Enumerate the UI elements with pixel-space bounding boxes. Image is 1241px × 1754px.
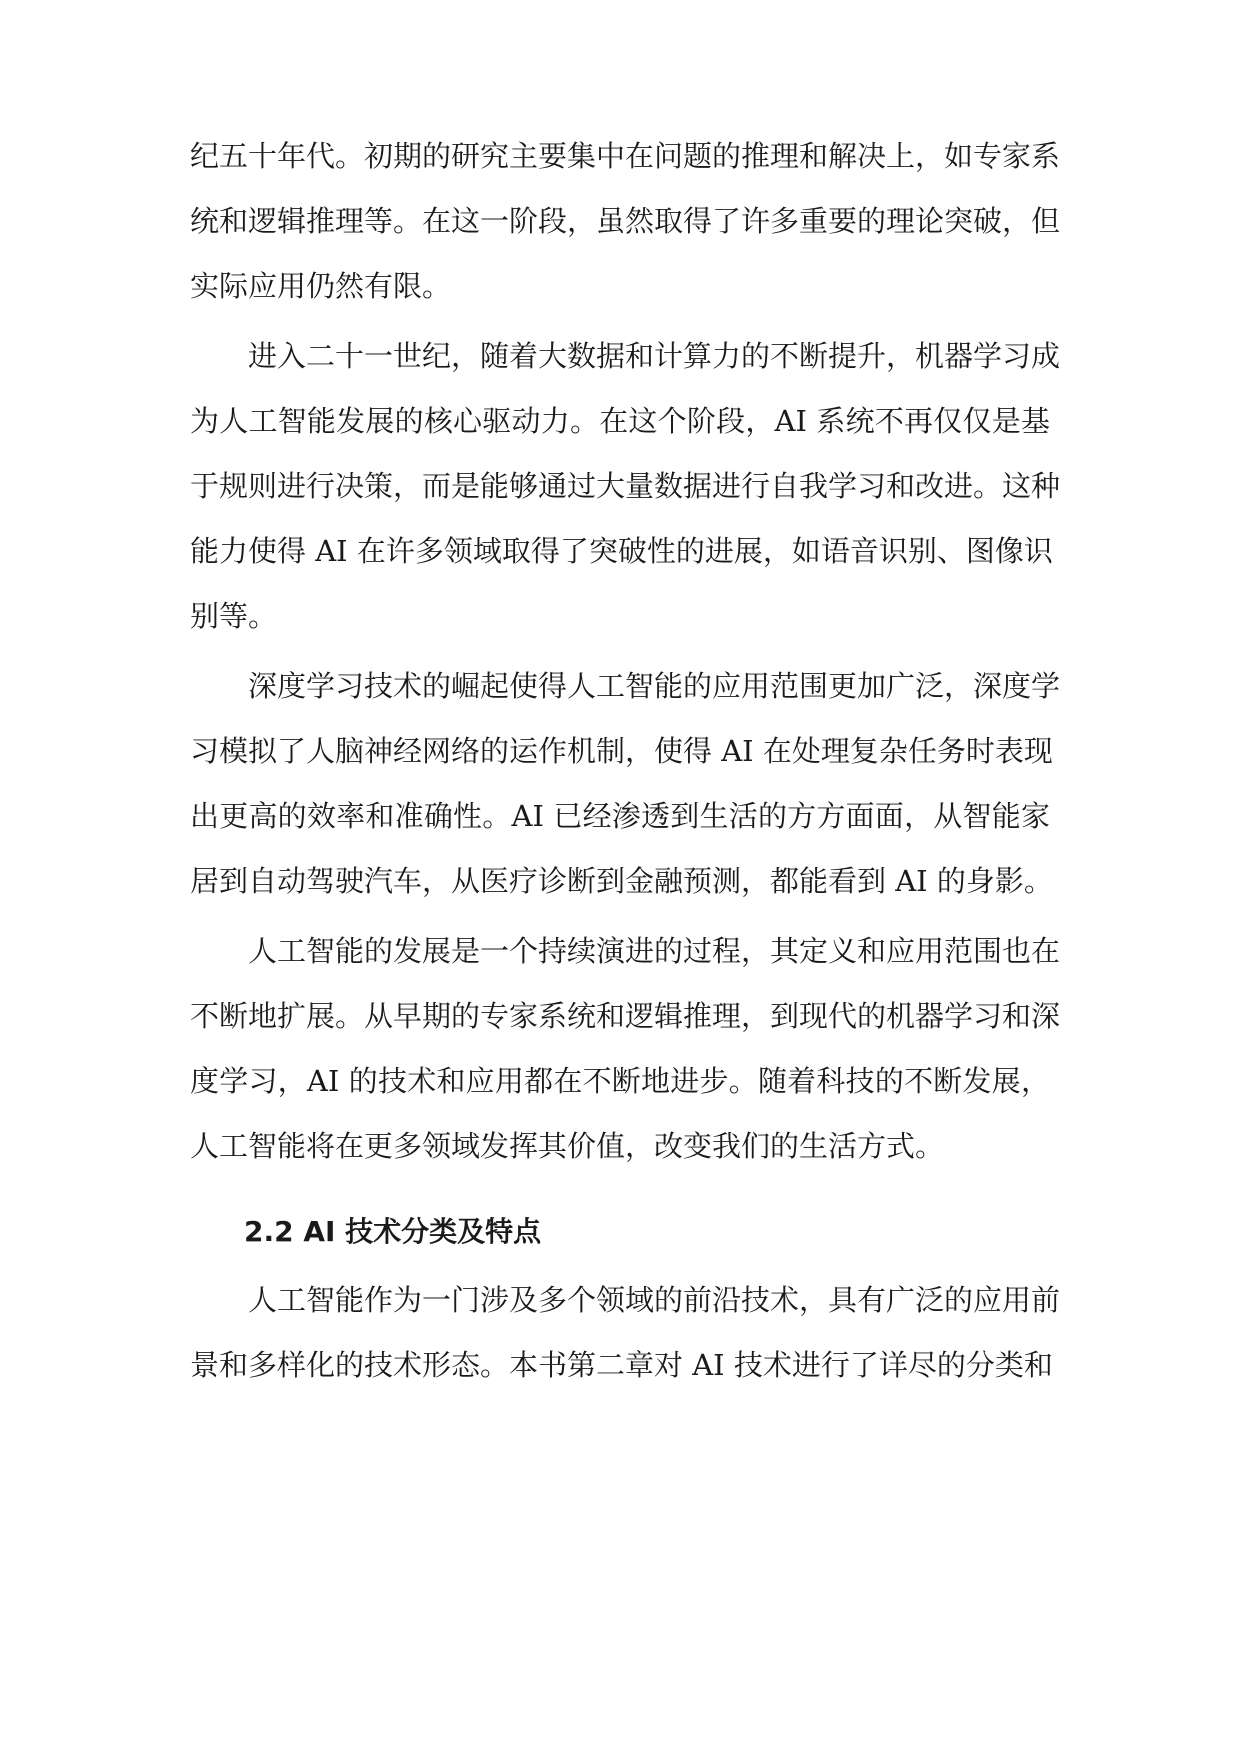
paragraph-line: 深度学习技术的崛起使得人工智能的应用范围更加广泛，深度学 [248,669,1061,703]
paragraph-line: 统和逻辑推理等。在这一阶段，虽然取得了许多重要的理论突破，但 [190,204,1061,238]
paragraph-line: 纪五十年代。初期的研究主要集中在问题的推理和解决上，如专家系 [190,139,1061,173]
paragraph-line: 别等。 [190,599,278,633]
paragraph-line: 习模拟了人脑神经网络的运作机制，使得 AI 在处理复杂任务时表现 [190,734,1053,768]
paragraph-line: 能力使得 AI 在许多领域取得了突破性的进展，如语音识别、图像识 [190,534,1053,568]
paragraph-line: 于规则进行决策，而是能够通过大量数据进行自我学习和改进。这种 [190,469,1061,503]
paragraph-line: 景和多样化的技术形态。本书第二章对 AI 技术进行了详尽的分类和 [190,1348,1053,1382]
paragraph-line: 人工智能将在更多领域发挥其价值，改变我们的生活方式。 [190,1129,945,1163]
paragraph-line: 不断地扩展。从早期的专家系统和逻辑推理，到现代的机器学习和深 [190,999,1061,1033]
section-heading: 2.2 AI 技术分类及特点 [244,1215,542,1248]
paragraph-line: 人工智能的发展是一个持续演进的过程，其定义和应用范围也在 [248,934,1061,968]
paragraph-line: 进入二十一世纪，随着大数据和计算力的不断提升，机器学习成 [248,339,1061,373]
paragraph-line: 出更高的效率和准确性。AI 已经渗透到生活的方方面面，从智能家 [190,799,1050,833]
paragraph-line: 人工智能作为一门涉及多个领域的前沿技术，具有广泛的应用前 [248,1283,1061,1317]
paragraph-line: 为人工智能发展的核心驱动力。在这个阶段，AI 系统不再仅仅是基 [190,404,1050,438]
paragraph-line: 居到自动驾驶汽车，从医疗诊断到金融预测，都能看到 AI 的身影。 [190,864,1053,898]
paragraph-line: 实际应用仍然有限。 [190,269,452,303]
paragraph-line: 度学习，AI 的技术和应用都在不断地进步。随着科技的不断发展， [190,1064,1050,1098]
